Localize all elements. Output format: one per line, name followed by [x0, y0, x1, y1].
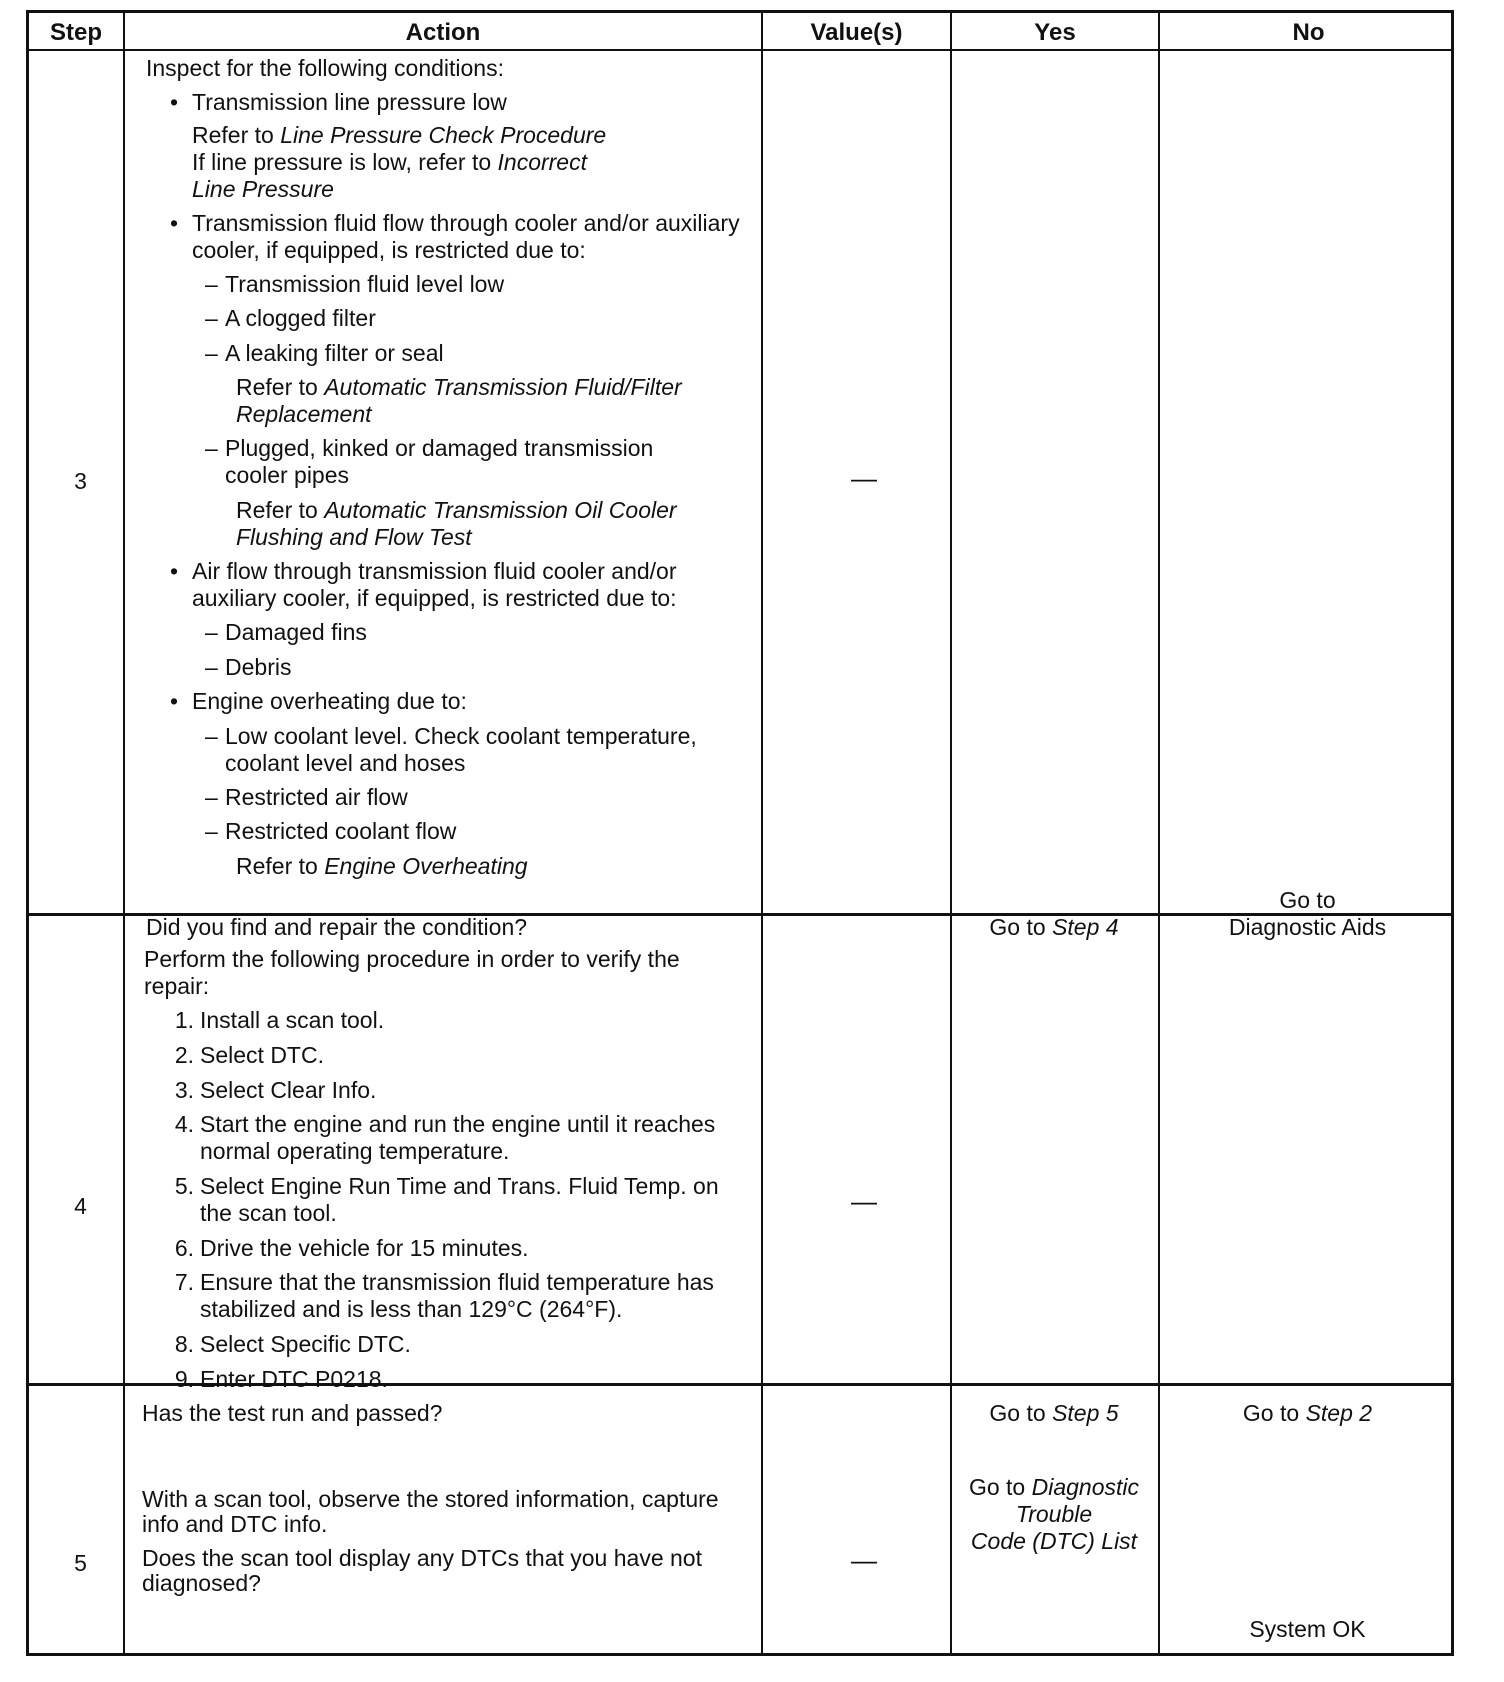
- header-values: Value(s): [810, 19, 903, 46]
- list-item: 6. Drive the vehicle for 15 minutes.: [174, 1235, 529, 1261]
- sub-item: – Debris: [225, 654, 291, 681]
- value-cell: —: [851, 463, 877, 493]
- action-intro: Perform the following procedure in order to verify the: [144, 946, 680, 972]
- action-text: With a scan tool, observe the stored information, capture: [142, 1486, 719, 1512]
- sub-item: – A clogged filter: [225, 305, 376, 332]
- action-question: Did you find and repair the condition?: [146, 914, 528, 940]
- bullet-item: • Transmission line pressure low: [192, 89, 507, 116]
- action-question-cont: diagnosed?: [142, 1570, 261, 1596]
- sub-item-cont: cooler pipes: [225, 462, 350, 488]
- no-cell: System OK: [1249, 1616, 1366, 1642]
- header-action: Action: [405, 19, 481, 46]
- sub-item: – Transmission fluid level low: [225, 271, 504, 298]
- list-item: 2. Select DTC.: [174, 1042, 324, 1068]
- yes-cell: Go to Step 4: [989, 914, 1119, 940]
- reference-text: Flushing and Flow Test: [236, 524, 472, 550]
- sub-item: – Restricted coolant flow: [225, 818, 456, 845]
- sub-item: – A leaking filter or seal: [225, 340, 444, 367]
- list-item: 8. Select Specific DTC.: [174, 1331, 411, 1357]
- list-item-cont: normal operating temperature.: [200, 1138, 510, 1164]
- list-item-cont: the scan tool.: [200, 1200, 337, 1226]
- reference-text: Replacement: [236, 401, 372, 427]
- reference-text: Refer to Line Pressure Check Procedure: [192, 122, 607, 148]
- header-no: No: [1292, 19, 1325, 46]
- sub-item: – Plugged, kinked or damaged transmission: [225, 435, 653, 462]
- sub-item: – Damaged fins: [225, 619, 367, 646]
- list-item: 1. Install a scan tool.: [174, 1007, 385, 1033]
- list-item: 9. Enter DTC P0218.: [174, 1366, 388, 1392]
- header-step: Step: [49, 19, 102, 46]
- action-intro: Inspect for the following conditions:: [146, 55, 504, 81]
- bullet-item: • Engine overheating due to:: [192, 688, 467, 715]
- action-intro-cont: repair:: [144, 973, 210, 999]
- reference-text: Refer to Automatic Transmission Fluid/Filter: [236, 374, 682, 400]
- sub-item: – Restricted air flow: [225, 784, 408, 811]
- action-question: Has the test run and passed?: [142, 1400, 443, 1426]
- reference-text: If line pressure is low, refer to Incorrect: [192, 149, 587, 175]
- step-number: 3: [74, 468, 87, 494]
- action-question: Does the scan tool display any DTCs that you have not: [142, 1545, 702, 1571]
- reference-text: Refer to Engine Overheating: [236, 853, 528, 879]
- yes-cell: Go to Diagnostic Trouble Code (DTC) List: [968, 1474, 1140, 1554]
- value-cell: —: [851, 1186, 877, 1216]
- column-divider: [123, 13, 125, 1653]
- bullet-item-cont: cooler, if equipped, is restricted due to:: [192, 237, 586, 263]
- list-item: 5. Select Engine Run Time and Trans. Fluid Temp. on: [174, 1173, 719, 1199]
- yes-cell: Go to Step 5: [989, 1400, 1119, 1426]
- bullet-item-cont: auxiliary cooler, if equipped, is restricted due to:: [192, 585, 677, 611]
- list-item: 4. Start the engine and run the engine until it reaches: [174, 1111, 716, 1137]
- list-item: 3. Select Clear Info.: [174, 1077, 377, 1103]
- step-number: 5: [74, 1550, 87, 1576]
- list-item-cont: stabilized and is less than 129°C (264°F).: [200, 1296, 623, 1322]
- header-yes: Yes: [1034, 19, 1076, 46]
- value-cell: —: [851, 1545, 877, 1575]
- reference-text: Refer to Automatic Transmission Oil Cooler: [236, 497, 677, 523]
- action-text-cont: info and DTC info.: [142, 1511, 328, 1537]
- list-item: 7. Ensure that the transmission fluid temperature has: [174, 1269, 714, 1295]
- bullet-item: • Air flow through transmission fluid cooler and/or: [192, 558, 677, 585]
- step-number: 4: [74, 1193, 87, 1219]
- no-cell: Go to Step 2: [1242, 1400, 1373, 1426]
- sub-item-cont: coolant level and hoses: [225, 750, 466, 776]
- column-divider: [761, 13, 763, 1653]
- sub-item: – Low coolant level. Check coolant temperature,: [225, 723, 697, 750]
- reference-text: Line Pressure: [192, 176, 334, 202]
- no-cell: Go to Diagnostic Aids: [1228, 887, 1387, 940]
- bullet-item: • Transmission fluid flow through cooler and/or auxiliary: [192, 210, 740, 237]
